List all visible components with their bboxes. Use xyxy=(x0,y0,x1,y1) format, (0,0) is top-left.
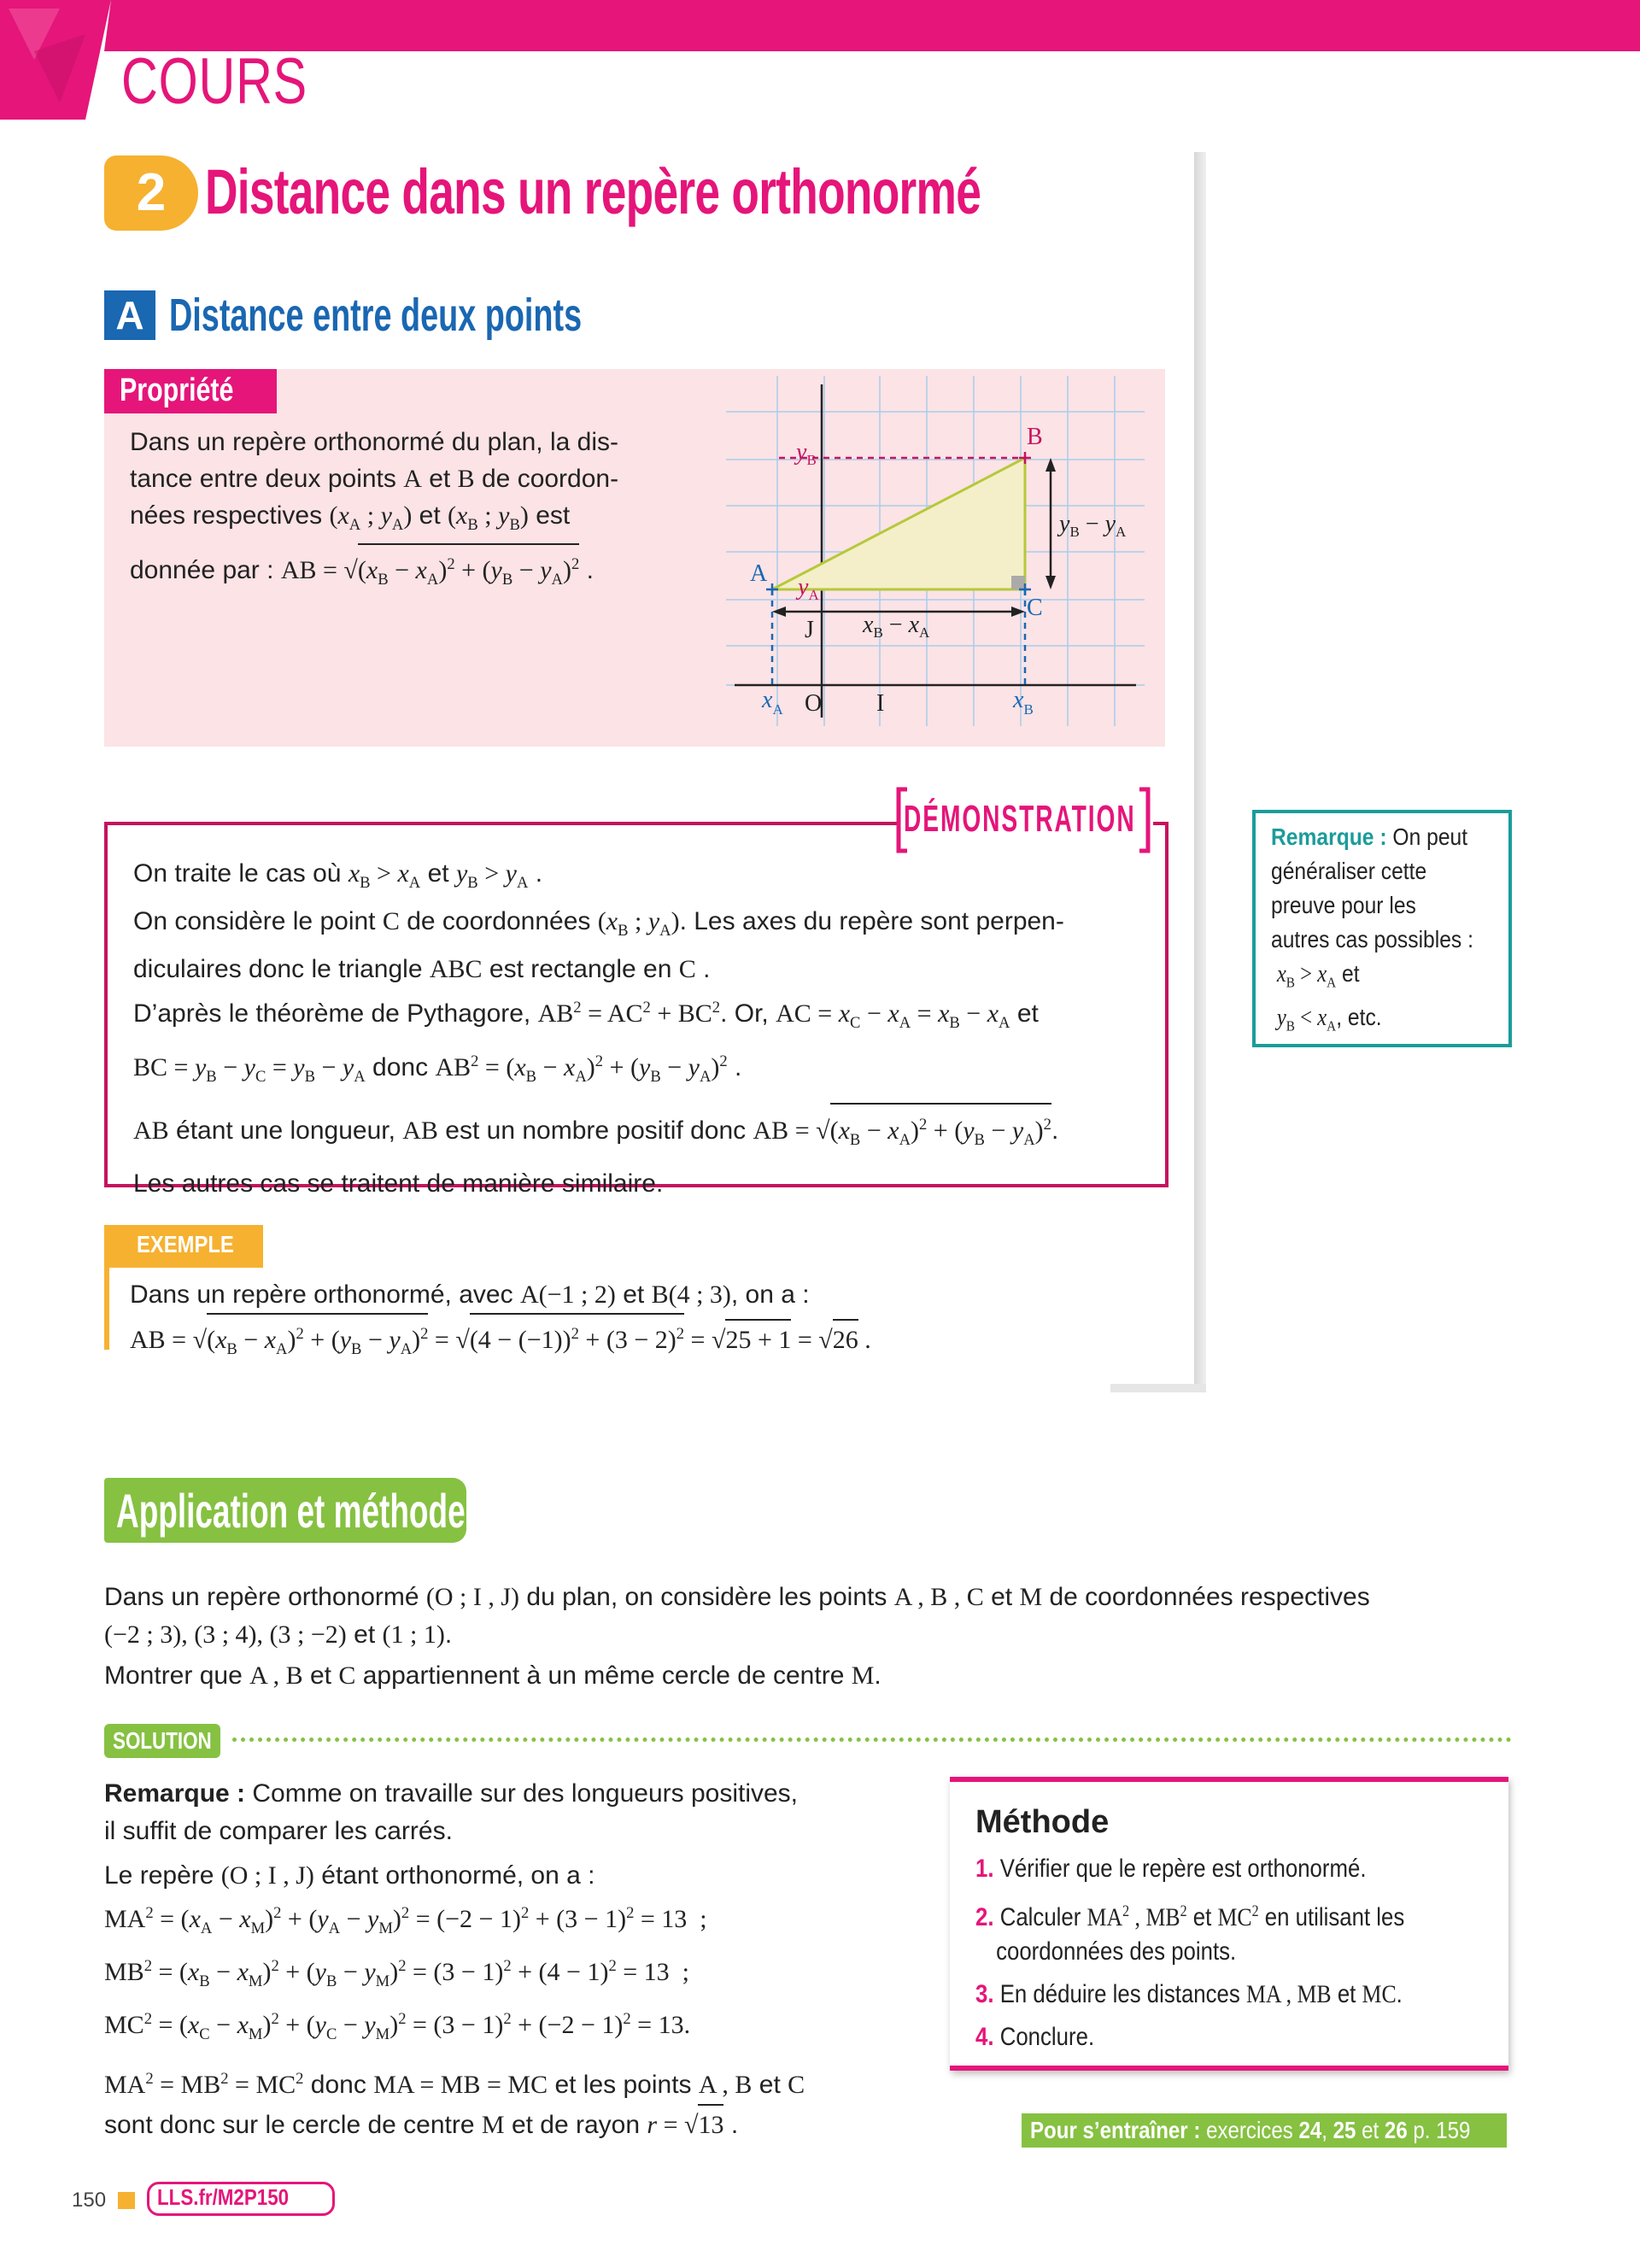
sol-eq-2: $MB^2 = (x_B - x_M)^2 + (y_B - y_M)^2 = (3 - 1)^2 + (4 - 1)^2 = 13$ ; xyxy=(104,1957,689,1990)
svg-text:yA: $y_A$ xyxy=(798,574,819,603)
application-tag-label: Application et méthode xyxy=(116,1484,466,1538)
property-line-4: donnée par : AB = $√(x_B - x_A)^2 + (y_B - y_A)^2$ . xyxy=(130,543,676,598)
demonstration-text xyxy=(133,854,1150,1203)
method-list xyxy=(975,1852,1573,2054)
property-line-1: Dans un repère orthonormé du plan, la dis- xyxy=(130,428,618,456)
app-line-2: (−2 ; 3), (3 ; 4), (3 ; −2) et (1 ; 1). xyxy=(104,1620,453,1649)
app-line-1: Dans un repère orthonormé (O ; I , J) du plan, on considère les points A , B , C et M de coordonnées respectives xyxy=(104,1583,1370,1611)
section-number: 2 xyxy=(136,163,167,222)
svg-text:yB − yA: $y_B - y_A$ xyxy=(1059,511,1127,540)
demo-line-4: D’après le théorème de Pythagore, $AB^2 = AC^2 + BC^2$. Or, AC = $x_C - x_A = x_B - x_A$ et xyxy=(133,999,1039,1032)
subsection-title: Distance entre deux points xyxy=(169,290,583,341)
app-line-3: Montrer que A , B et C appartiennent à un même cercle de centre M. xyxy=(104,1661,882,1690)
svg-text:yB: $y_B$ xyxy=(796,439,817,468)
demo-line-2: On considère le point C de coordonnées ($x_B$ ; $y_A$). Les axes du repère sont perpen- xyxy=(133,907,1064,940)
example-bar xyxy=(104,1259,109,1350)
example-text xyxy=(130,1276,1155,1368)
method-item-4: 4. Conclure. xyxy=(975,2023,1095,2051)
subsection-letter: A xyxy=(104,290,155,340)
footer-square xyxy=(118,2192,135,2209)
demo-line-5: BC = $y_B - y_C = y_B - y_A$ donc $AB^2 = (x_B - x_A)^2 + (y_B - y_A)^2$ . xyxy=(133,1052,742,1086)
training-text[interactable]: Pour s’entraîner : exercices 24, 25 et 26 p. 159 xyxy=(1030,2117,1471,2143)
example-line-1: Dans un repère orthonormé, avec A(−1 ; 2) et B(4 ; 3), on a : xyxy=(130,1281,810,1309)
fig-label-O: O xyxy=(805,690,823,717)
cours-label: COURS xyxy=(121,45,308,118)
sol-remark-1: Remarque : Comme on travaille sur des longueurs positives, xyxy=(104,1779,799,1808)
coordinate-figure xyxy=(726,376,1153,735)
sol-concl-1: $MA^2 = MB^2 = MC^2$ donc MA = MB = MC et les points A , B et C xyxy=(104,2070,805,2099)
page-number: 150 xyxy=(72,2189,107,2212)
panel-shadow xyxy=(1194,152,1206,1392)
remark-text: Remarque : On peut généraliser cette preuve pour les autres cas possibles : $x_B > x_A$ et $y_B < x_A$, etc. xyxy=(1271,823,1473,1034)
demo-line-3: diculaires donc le triangle ABC est rectangle en C . xyxy=(133,955,711,983)
sol-line-1: Le repère (O ; I , J) étant orthonormé, on a : xyxy=(104,1861,595,1890)
panel-shadow-bottom xyxy=(1110,1384,1206,1392)
application-text xyxy=(104,1579,1522,1695)
sol-remark-2: il suffit de comparer les carrés. xyxy=(104,1817,453,1845)
header-bar xyxy=(282,0,1640,51)
method-item-2: 2. Calculer $MA^2$ , $MB^2$ et $MC^2$ en utilisant les xyxy=(975,1902,1405,1931)
solution-tag-label: SOLUTION xyxy=(113,1727,212,1754)
example-line-2: AB = $√(x_B - x_A)^2 + (y_B - y_A)^2 = √(4 - (-1))^2 + (3 - 2)^2 = √25 + 1 = √26$ . xyxy=(130,1313,1155,1368)
method-item-1: 1. Vérifier que le repère est orthonormé. xyxy=(975,1855,1367,1883)
sol-eq-3: $MC^2 = (x_C - x_M)^2 + (y_C - y_M)^2 = (3 - 1)^2 + (-2 - 1)^2 = 13$. xyxy=(104,2010,691,2043)
demo-line-7: Les autres cas se traitent de manière similaire. xyxy=(133,1169,664,1198)
fig-label-J: J xyxy=(805,617,814,643)
remark-bold: Remarque : xyxy=(1271,823,1387,850)
fig-label-C: C xyxy=(1027,595,1043,621)
method-item-3: 3. En déduire les distances MA , MB et MC. xyxy=(975,1980,1403,2008)
svg-text:xB − xA: $x_B - x_A$ xyxy=(863,612,930,641)
solution-divider xyxy=(232,1738,1512,1742)
sol-eq-1: $MA^2 = (x_A - x_M)^2 + (y_A - y_M)^2 = (-2 - 1)^2 + (3 - 1)^2 = 13$ ; xyxy=(104,1904,707,1937)
property-text xyxy=(130,424,676,598)
method-item-2b: coordonnées des points. xyxy=(996,1937,1237,1966)
footer-link[interactable]: LLS.fr/M2P150 xyxy=(157,2184,290,2210)
fig-label-A: A xyxy=(750,560,768,587)
property-line-3: nées respectives ($x_A$ ; $y_A$) et ($x_B$ ; $y_B$) est xyxy=(130,501,571,534)
example-tag-label: EXEMPLE xyxy=(137,1231,234,1257)
property-line-2: tance entre deux points A et B de coordon- xyxy=(130,465,619,493)
demonstration-tag: DÉMONSTRATION xyxy=(904,798,1136,840)
section-title: Distance dans un repère orthonormé xyxy=(205,156,981,227)
demo-line-6: AB étant une longueur, AB est un nombre positif donc AB = $√(x_B - x_A)^2 + (y_B - y_A)^2$. xyxy=(133,1103,1150,1159)
svg-text:xA: $x_A$ xyxy=(762,687,783,718)
property-tag-label: Propriété xyxy=(120,372,234,408)
method-title: Méthode xyxy=(975,1804,1110,1840)
sol-concl-2: sont donc sur le cercle de centre M et de rayon r = √13 . xyxy=(104,2104,924,2144)
svg-text:xB: $x_B$ xyxy=(1013,687,1034,718)
demo-line-1: On traite le cas où $x_B > x_A$ et $y_B > y_A$ . xyxy=(133,859,543,892)
solution-text xyxy=(104,1775,924,2144)
fig-label-I: I xyxy=(876,690,885,717)
fig-label-B: B xyxy=(1027,424,1043,450)
